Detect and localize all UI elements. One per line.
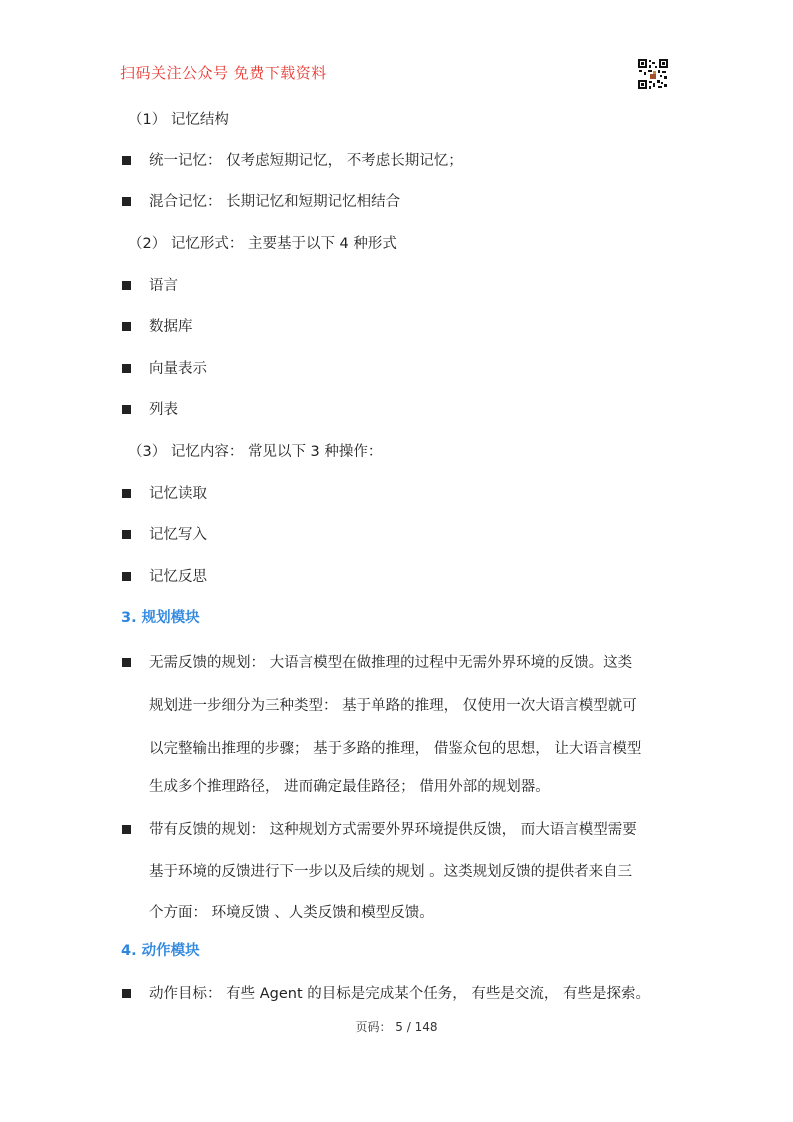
bullet-square-icon [122,156,131,165]
memory-form-heading: （2） 记忆形式： 主要基于以下 4 种形式 [128,236,397,252]
list-item-text: 带有反馈的规划： 这种规划方式需要外界环境提供反馈， 而大语言模型需要 [149,822,637,838]
bullet-square-icon [122,364,131,373]
list-item-text: 记忆反思 [149,569,207,585]
list-item [122,192,400,212]
section-title-planning: 3. 规划模块 [121,610,200,626]
list-item-text: 混合记忆： 长期记忆和短期记忆相结合 [149,194,401,210]
list-item-text: 动作目标： 有些 Agent 的目标是完成某个任务， 有些是交流， 有些是探索。 [149,986,650,1002]
bullet-square-icon [122,530,131,539]
list-item-text: 记忆写入 [149,527,207,543]
qr-code-icon [637,58,669,90]
bullet-square-icon [122,197,131,206]
list-item [122,317,193,337]
bullet-square-icon [122,405,131,414]
bullet-square-icon [122,572,131,581]
list-item-text: 列表 [149,402,178,418]
page-number: 页码： 5 / 148 [355,1020,438,1034]
bullet-square-icon [122,281,131,290]
list-item [122,525,207,545]
list-item-continuation: 生成多个推理路径， 进而确定最佳路径； 借用外部的规划器。 [149,779,550,795]
bullet-square-icon [122,825,131,834]
list-item [122,567,207,587]
list-item-text: 无需反馈的规划： 大语言模型在做推理的过程中无需外界环境的反馈。这类 [149,655,633,671]
section-title-action: 4. 动作模块 [121,943,200,959]
list-item-continuation: 规划进一步细分为三种类型： 基于单路的推理， 仅使用一次大语言模型就可 [149,698,637,714]
list-item-text: 数据库 [149,319,193,335]
bullet-square-icon [122,989,131,998]
list-item [122,400,178,420]
bullet-square-icon [122,658,131,667]
list-item [122,276,178,296]
list-item [122,653,632,673]
list-item [122,484,207,504]
list-item [122,820,637,840]
list-item [122,984,650,1004]
list-item-continuation: 个方面： 环境反馈 、人类反馈和模型反馈。 [149,905,434,921]
bullet-square-icon [122,322,131,331]
memory-content-heading: （3） 记忆内容： 常见以下 3 种操作： [128,444,383,460]
list-item-text: 向量表示 [149,361,207,377]
list-item-text: 记忆读取 [149,486,207,502]
list-item [122,151,463,171]
header-promo-text: 扫码关注公众号 免费下载资料 [120,64,327,82]
list-item-text: 统一记忆： 仅考虑短期记忆， 不考虑长期记忆； [149,153,463,169]
memory-structure-heading: （1） 记忆结构 [128,112,229,128]
list-item-continuation: 以完整输出推理的步骤； 基于多路的推理， 借鉴众包的思想， 让大语言模型 [149,741,642,757]
list-item [122,359,207,379]
bullet-square-icon [122,489,131,498]
list-item-text: 语言 [149,278,178,294]
list-item-continuation: 基于环境的反馈进行下一步以及后续的规划 。这类规划反馈的提供者来自三 [149,864,633,880]
